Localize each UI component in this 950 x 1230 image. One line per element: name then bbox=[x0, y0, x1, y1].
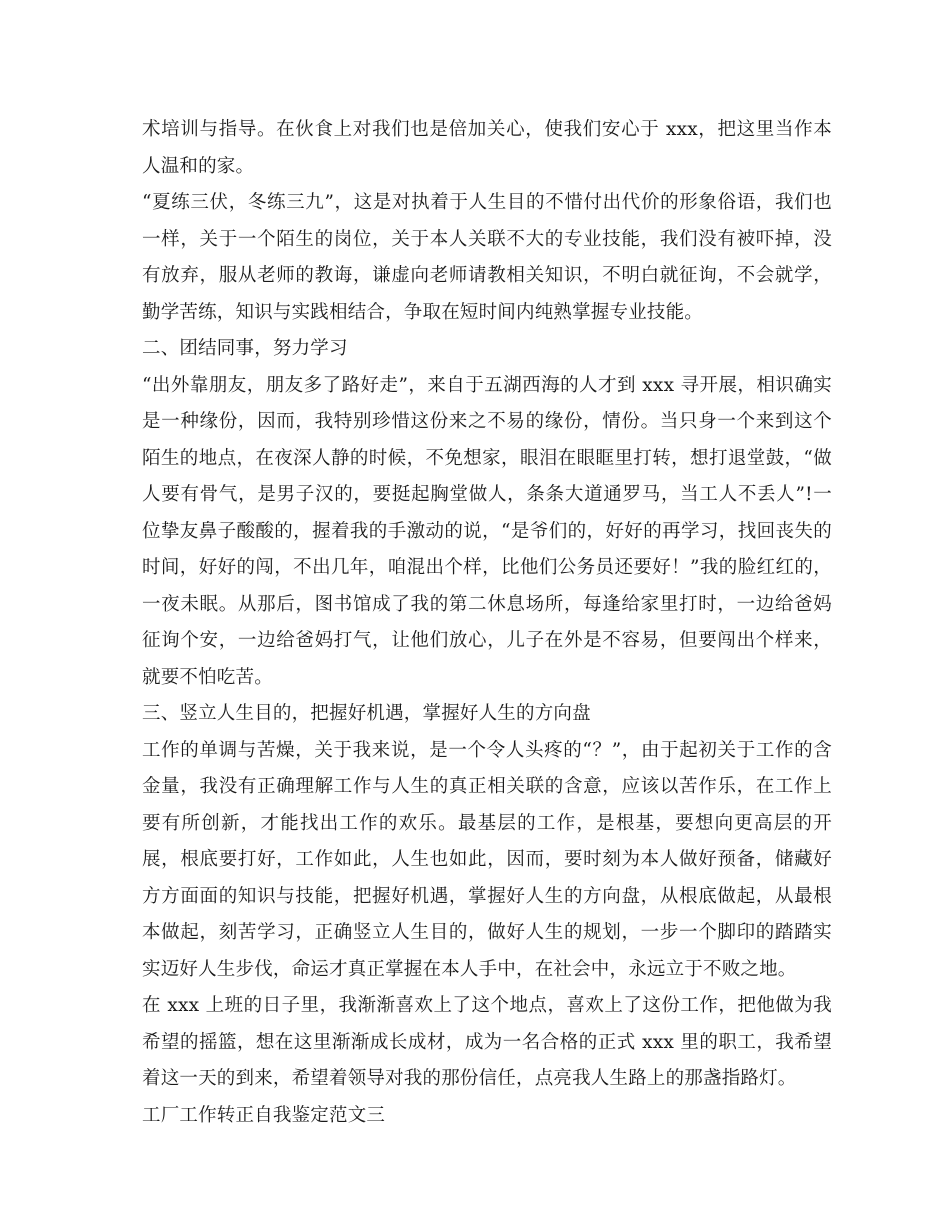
document-body bbox=[142, 112, 832, 1134]
paragraph-intro-continuation: 术培训与指导。在伙食上对我们也是倍加关心，使我们安心于 xxx，把这里当作本人温和的家。 bbox=[142, 119, 832, 177]
paragraph-workplace-hope: 在 xxx 上班的日子里，我渐渐喜欢上了这个地点，喜欢上了这份工作，把他做为我希望的摇篮，想在这里渐渐成长成材，成为一名合格的正式 xxx 里的职工，我希望着这一天的到来，希望着领导对我的那份信任，点亮我人生路上的那盏指路灯。 bbox=[142, 995, 832, 1089]
section-heading-life-goals: 三、竖立人生目的，把握好机遇，掌握好人生的方向盘 bbox=[142, 703, 591, 724]
paragraph-summer-winter-training: “夏练三伏，冬练三九”，这是对执着于人生目的不惜付出代价的形象俗语，我们也一样，关于一个陌生的岗位，关于本人关联不大的专业技能，我们没有被吓掉，没有放弃，服从老师的教诲，谦虚向老师请教相关知识，不明白就征询，不会就学，勤学苦练，知识与实践相结合，争取在短时间内纯熟掌握专业技能。 bbox=[142, 192, 832, 323]
document-section-title: 工厂工作转正自我鉴定范文三 bbox=[142, 1104, 386, 1126]
paragraph-friends: “出外靠朋友，朋友多了路好走”，来自于五湖西海的人才到 xxx 寻开展，相识确实是一种缘份，因而，我特别珍惜这份来之不易的缘份，情份。当只身一个来到这个陌生的地点，在夜深人静的时候，不免想家，眼泪在眼眶里打转，想打退堂鼓，“做人要有骨气，是男子汉的，要挺起胸堂做人，条条大道通罗马，当工人不丢人”!一位挚友鼻子酸酸的，握着我的手激动的说，“是爷们的，好好的再学习，找回丧失的时间，好好的闯，不出几年，咱混出个样，比他们公务员还要好！”我的脸红红的，一夜未眠。从那后，图书馆成了我的第二休息场所，每逢给家里打时，一边给爸妈征询个安，一边给爸妈打气，让他们放心，儿子在外是不容易，但要闯出个样来，就要不怕吃苦。 bbox=[142, 374, 832, 688]
section-heading-unity: 二、团结同事，努力学习 bbox=[142, 338, 348, 359]
paragraph-work-monotony: 工作的单调与苦燥，关于我来说，是一个令人头疼的“？”，由于起初关于工作的含金量，我没有正确理解工作与人生的真正相关联的含意，应该以苦作乐，在工作上要有所创新，才能找出工作的欢乐。最基层的工作，是根基，要想向更高层的开展，根底要打好，工作如此，人生也如此，因而，要时刻为本人做好预备，储藏好方方面面的知识与技能，把握好机遇，掌握好人生的方向盘，从根底做起，从最根本做起，刻苦学习，正确竖立人生目的，做好人生的规划，一步一个脚印的踏踏实实迈好人生步伐，命运才真正掌握在本人手中，在社会中，永远立于不败之地。 bbox=[142, 739, 832, 980]
